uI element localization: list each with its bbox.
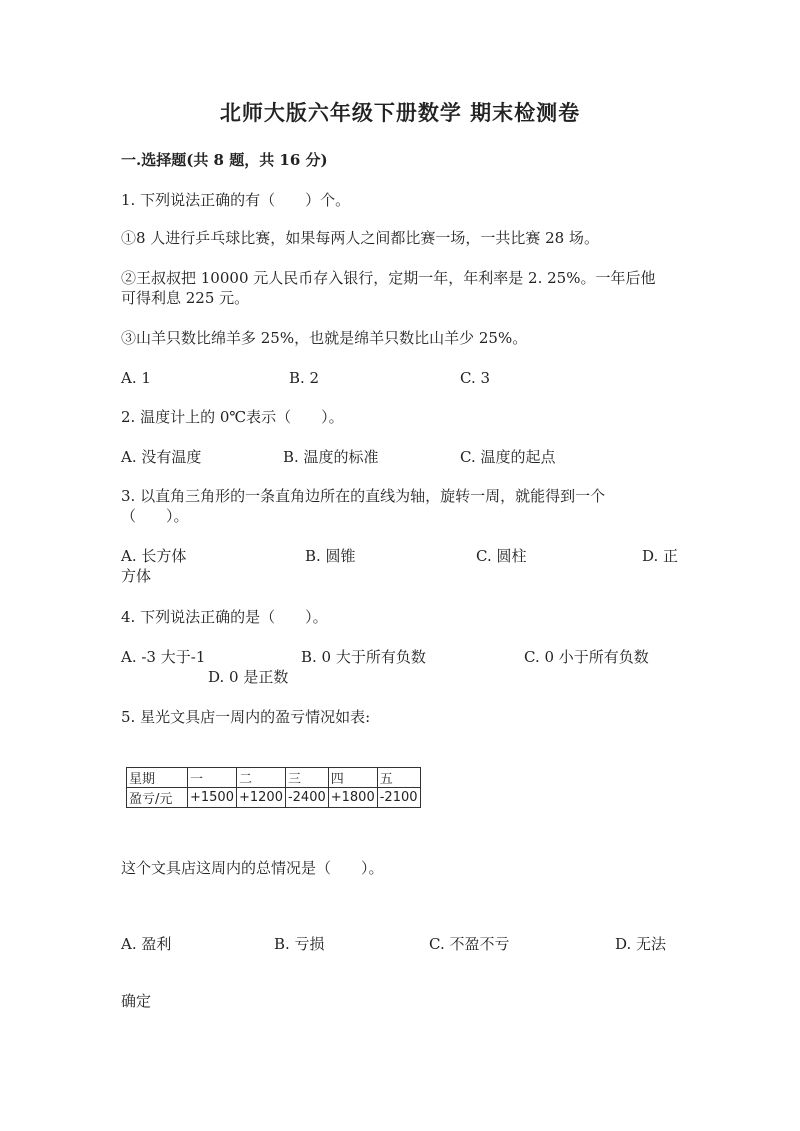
question-4-option-c[interactable]: C. 0 小于所有负数	[524, 648, 649, 666]
question-1-statement-1: ①8 人进行乒乓球比赛，如果每两人之间都比赛一场，一共比赛 28 场。	[121, 229, 599, 247]
question-4-option-d[interactable]: D. 0 是正数	[208, 668, 289, 686]
question-3-option-d-continued[interactable]: 方体	[121, 567, 152, 585]
question-2-option-b[interactable]: B. 温度的标准	[283, 448, 379, 466]
question-1-statement-2-line-1: ②王叔叔把 10000 元人民币存入银行，定期一年，年利率是 2. 25%。一年后他	[121, 269, 656, 287]
question-4-stem: 4. 下列说法正确的是（ ）。	[121, 608, 328, 626]
question-5-option-c[interactable]: C. 不盈不亏	[429, 935, 510, 953]
question-1-option-b[interactable]: B. 2	[289, 369, 320, 387]
table-cell: 四	[328, 768, 377, 788]
question-5-option-a[interactable]: A. 盈利	[121, 935, 172, 953]
question-3-option-d[interactable]: D. 正	[642, 547, 679, 565]
table-cell: 星期	[127, 768, 188, 788]
question-3-stem-line-2: （ ）。	[121, 507, 189, 525]
page-title: 北师大版六年级下册数学 期末检测卷	[219, 100, 581, 125]
question-1-statement-2-line-2: 可得利息 225 元。	[121, 289, 250, 307]
table-cell: +1800	[328, 788, 377, 808]
question-1-statement-3: ③山羊只数比绵羊多 25%，也就是绵羊只数比山羊少 25%。	[121, 329, 528, 347]
question-4-option-b[interactable]: B. 0 大于所有负数	[301, 648, 426, 666]
question-1-option-c[interactable]: C. 3	[460, 369, 491, 387]
question-5-option-b[interactable]: B. 亏损	[274, 935, 325, 953]
question-3-option-a[interactable]: A. 长方体	[121, 547, 187, 565]
question-3-option-c[interactable]: C. 圆柱	[476, 547, 527, 565]
table-header-row	[127, 768, 421, 788]
question-3-option-b[interactable]: B. 圆锥	[305, 547, 356, 565]
question-1-stem: 1. 下列说法正确的有（ ）个。	[121, 191, 351, 209]
table-cell: 盈亏/元	[127, 788, 188, 808]
table-cell: +1500	[188, 788, 237, 808]
question-5-stem: 5. 星光文具店一周内的盈亏情况如表:	[121, 708, 371, 726]
question-4-option-a[interactable]: A. -3 大于-1	[121, 648, 206, 666]
table-cell: -2100	[377, 788, 420, 808]
table-cell: 三	[285, 768, 328, 788]
question-2-stem: 2. 温度计上的 0℃表示（ ）。	[121, 408, 344, 426]
table-cell: 一	[188, 768, 237, 788]
question-2-option-a[interactable]: A. 没有温度	[121, 448, 202, 466]
question-2-option-c[interactable]: C. 温度的起点	[460, 448, 556, 466]
question-5-option-d-continued[interactable]: 确定	[121, 992, 152, 1010]
question-1-option-a[interactable]: A. 1	[121, 369, 151, 387]
table-cell: 二	[236, 768, 285, 788]
table-cell: 五	[377, 768, 420, 788]
table-row	[127, 788, 421, 808]
section-heading: 一.选择题(共 8 题，共 16 分)	[121, 151, 328, 169]
question-5-question: 这个文具店这周内的总情况是（ ）。	[121, 859, 384, 877]
question-3-stem-line-1: 3. 以直角三角形的一条直角边所在的直线为轴，旋转一周，就能得到一个	[121, 487, 606, 505]
profit-loss-table	[126, 767, 421, 808]
question-5-option-d[interactable]: D. 无法	[615, 935, 667, 953]
table-cell: +1200	[236, 788, 285, 808]
table-cell: -2400	[285, 788, 328, 808]
